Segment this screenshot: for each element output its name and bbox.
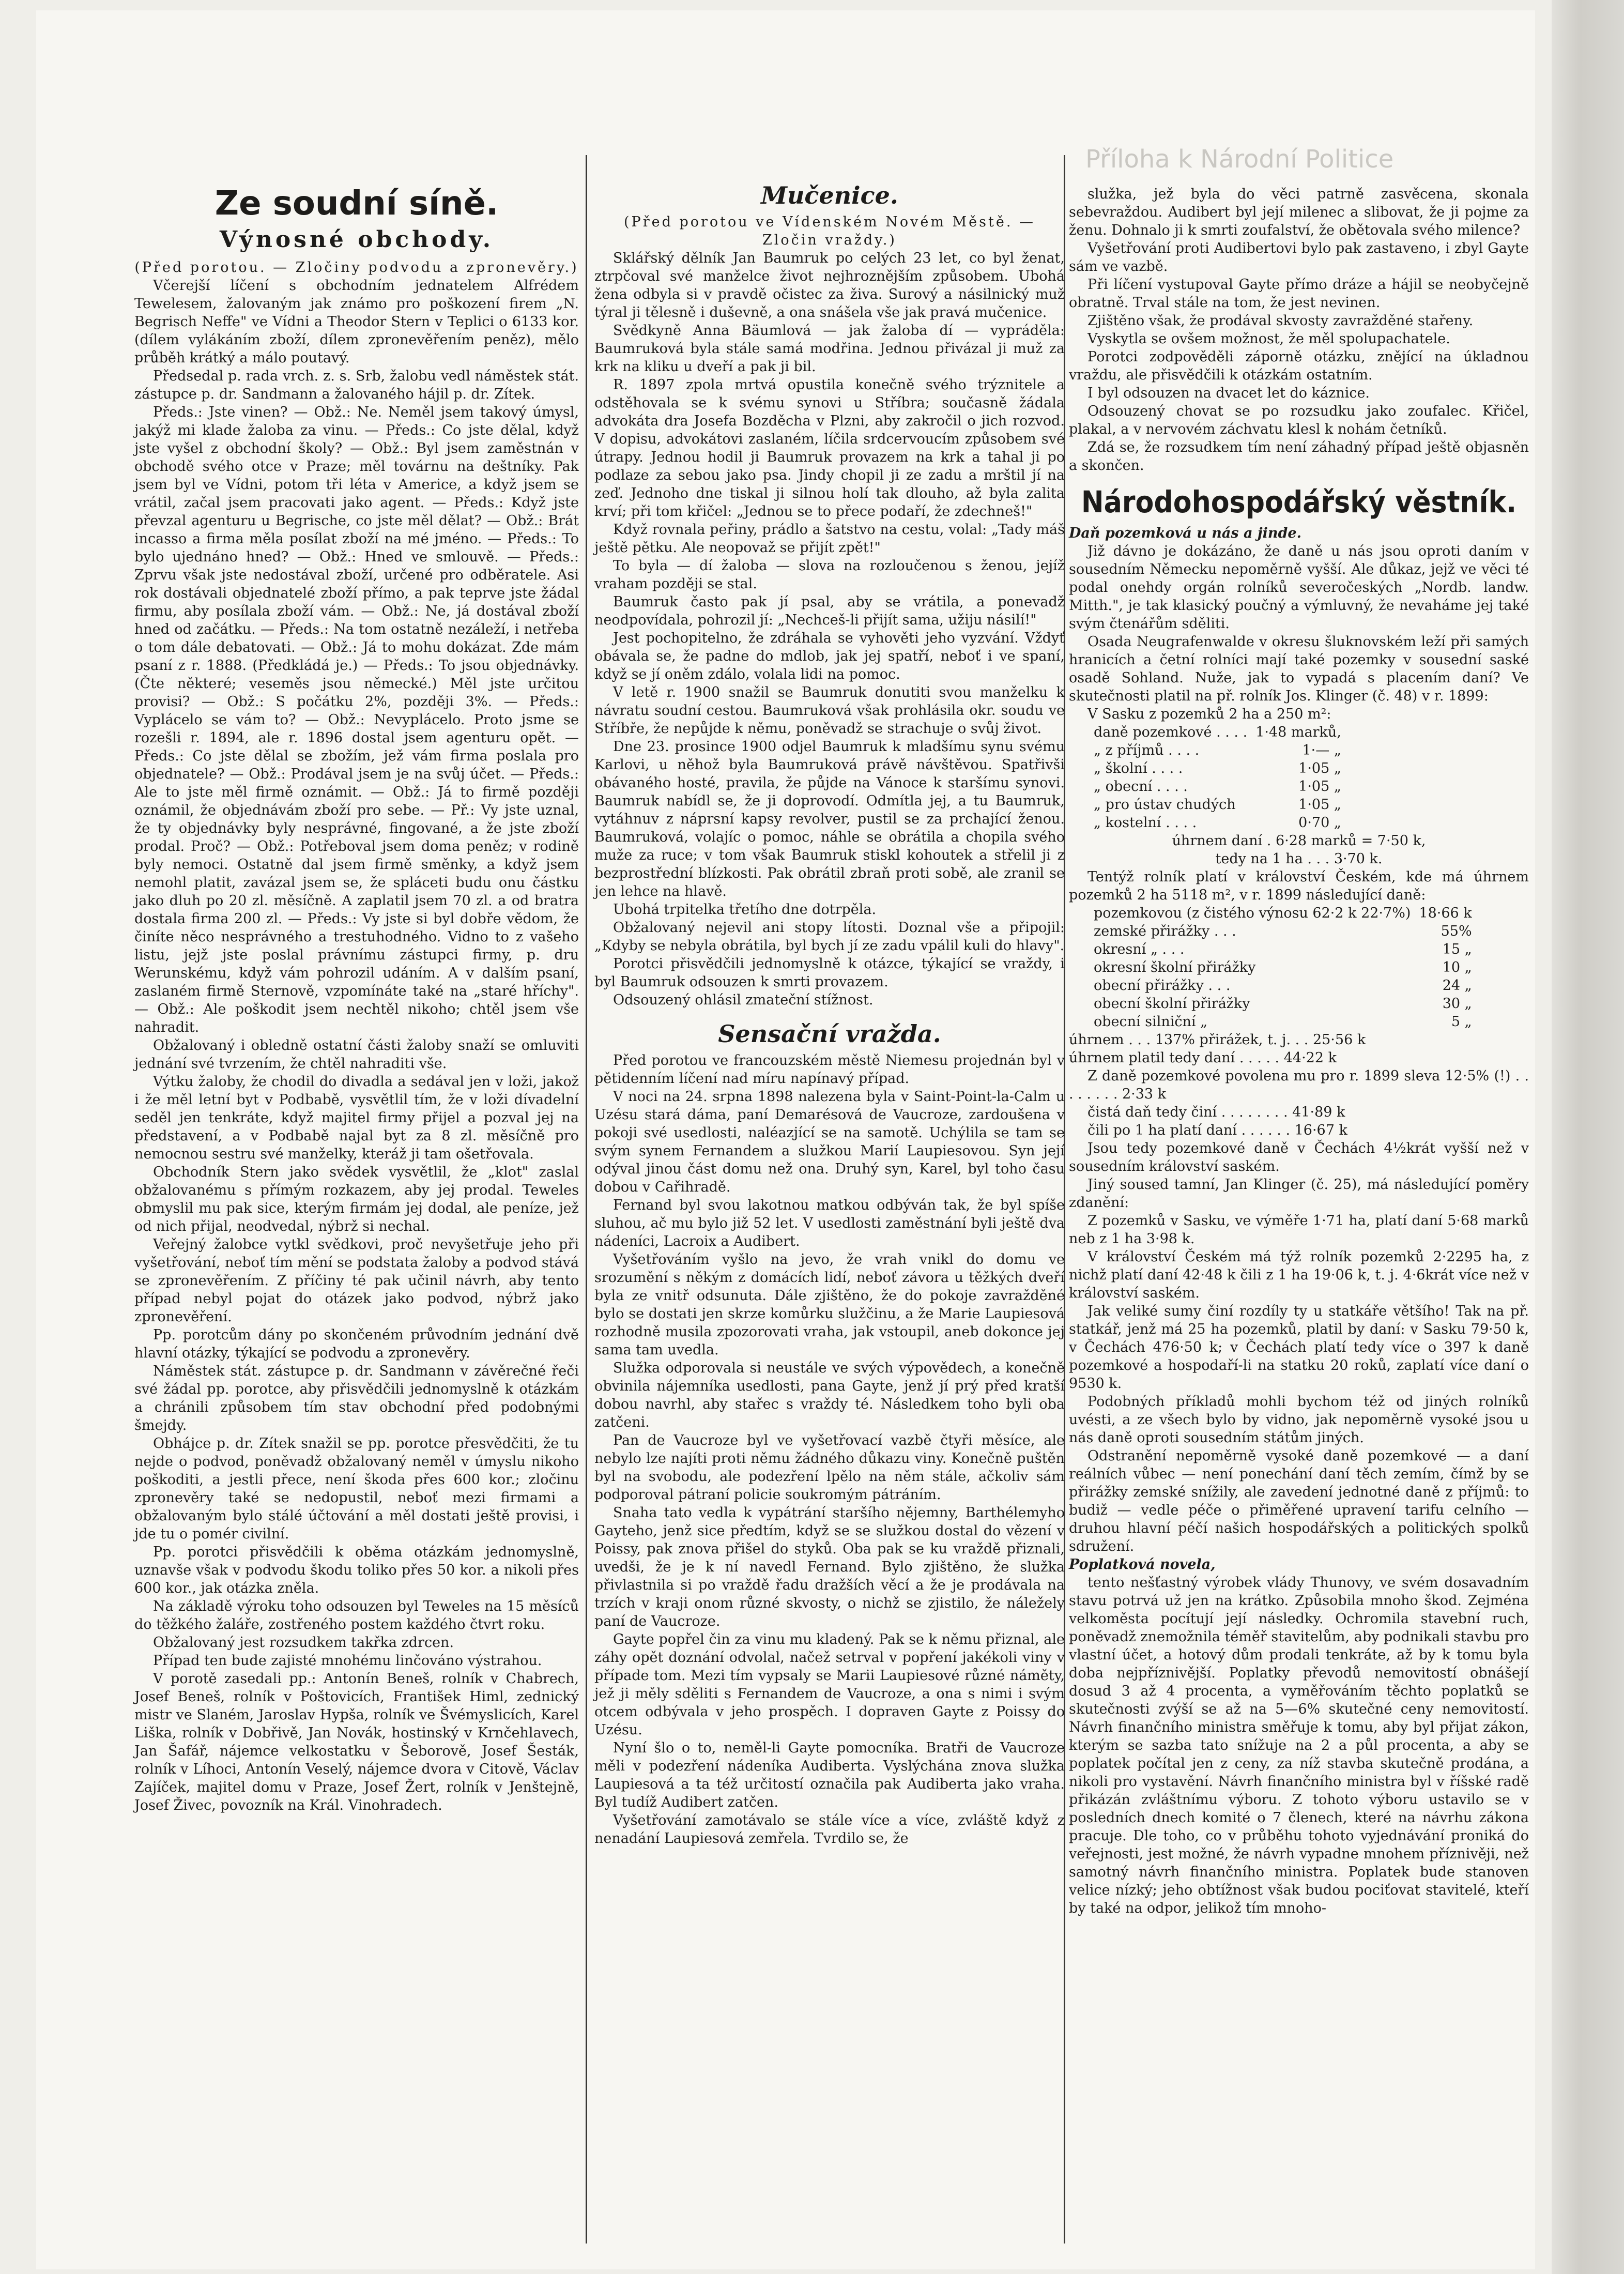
article-body — [1069, 868, 1529, 904]
paragraph: Předsedal p. rada vrch. z. s. Srb, žalobu vedl náměstek stát. zástupce p. dr. Sandmann a žalovaného hájil p. dr. Zítek. — [134, 368, 579, 402]
paragraph: Obžalovaný i obledně ostatní části žaloby snaží se omluviti jednání své tvrzením, že chtěl nahraditi vše. — [134, 1037, 579, 1072]
column-3 — [1069, 185, 1529, 1917]
tax-label: obecní školní přirážky — [1094, 996, 1250, 1012]
paragraph: I byl odsouzen na dvacet let do káznice. — [1087, 385, 1370, 401]
paragraph: Pp. porotci přisvědčili k oběma otázkám jednomyslně, uznavše však v podvodu škodu toliko přes 50 kor. a nikoli přes 600 kor., jak otázka zněla. — [134, 1544, 579, 1596]
page-edge — [1552, 0, 1624, 2274]
tax-value: 1·05 „ — [1298, 797, 1341, 813]
section-title: Ze soudní síně. — [215, 185, 499, 223]
article-body — [1069, 1067, 1529, 1555]
paragraph: Sklářský dělník Jan Baumruk po celých 23 let, co byl ženat, ztrpčoval své manželce život nejhroznějším způsobem. Ubohá žena odbyla si v pravdě očistec za živa. Surový a násilnický muž týral ji tělesně i duševně, a ona snášela vše jak pravá mučenice. — [594, 250, 1065, 321]
paragraph: Zdá se, že rozsudkem tím není záhadný případ ještě objasněn a skončen. — [1069, 439, 1529, 474]
tax-row — [1090, 796, 1345, 814]
bohemia-total: úhrnem . . . 137% přirážek, t. j. . . 25·56 k — [1069, 1032, 1366, 1048]
tax-row — [1090, 995, 1476, 1013]
tax-row — [1090, 922, 1476, 940]
paragraph: Gayte popřel čin za vinu mu kladený. Pak se k němu přiznal, ale záhy opět doznání odvolal, načež setrval v popření jakékoli viny v případe tom. Mezi tím vypsaly se Marii Laupiesové různé náměty, jež ji měly sděliti s Fernandem de Vaucroze, a ona s nimi i svým otcem odbývala v jeho prospěch. I dopraven Gayte z Poissy do Uzésu. — [594, 1631, 1065, 1738]
tax-row — [1090, 741, 1345, 759]
paragraph: Náměstek stát. zástupce p. dr. Sandmann v závěrečné řeči své žádal pp. porotce, aby přisvědčili jednomyslně k otázkám a chránili způsobem tím stav obchodní před podobnými šmejdy. — [134, 1363, 579, 1433]
article-title: Sensační vražda. — [718, 1020, 941, 1048]
paragraph: Jak veliké sumy činí rozdíly ty u statkáře většího! Tak na př. statkář, jenž má 25 ha pozemků, platil by daní: v Sasku 79·50 k, v Čechách 476·50 k; v Čechách platí tedy více o 397 k daně pozemkové a hospodaří-li na statku 20 roků, zaplatí více daní o 9530 k. — [1069, 1303, 1529, 1392]
paragraph: Porotci přisvědčili jednomyslně k otázce, týkající se vraždy, i byl Baumruk odsouzen k smrti provazem. — [594, 956, 1065, 990]
bohemia-sum: úhrnem platil tedy daní . . . . . 44·22 k — [1069, 1050, 1337, 1066]
tax-row — [1090, 976, 1476, 995]
tax-label: zemské přirážky . . . — [1094, 923, 1236, 939]
paragraph: čistá daň tedy činí . . . . . . . . 41·89 k — [1087, 1104, 1345, 1120]
paragraph: Dne 23. prosince 1900 odjel Baumruk k mladšímu synu svému Karlovi, u něhož byla Baumruková právě návštěvou. Spatřivši obávaného hosté, pravila, že půjde na Vánoce k staršímu synovi. Baumruk nabídl se, že ji doprovodí. Odmítla jej, a tu Baumruk, vytáhnuv z náprsní kapsy revolver, pustil se za prchající ženou. Baumruková, volajíc o pomoc, náhle se obrátila a chopila svého muže za ruce; v tom však Baumruk stiskl kohoutek a střelil ji z bezprostřední blízkosti. Pak obrátil zbraň proti sobě, ale zranil se jen lehce na hlavě. — [594, 739, 1065, 899]
paragraph: Zjištěno však, že prodával skvosty zavražděné stařeny. — [1087, 313, 1474, 329]
saxony-total: úhrnem daní . 6·28 marků = 7·50 k, — [1172, 833, 1426, 849]
saxony-per-ha: tedy na 1 ha . . . 3·70 k. — [1215, 851, 1383, 867]
paragraph: Jiný soused tamní, Jan Klinger (č. 25), má následující poměry zdanění: — [1069, 1177, 1529, 1211]
paragraph: Pp. porotcům dány po skončeném průvodním jednání dvě hlavní otázky, týkající se podvodu a zpronevěry. — [134, 1327, 579, 1361]
tax-value: 55% — [1441, 923, 1472, 939]
tax-label: „ z příjmů . . . . — [1094, 742, 1200, 758]
tax-row — [1090, 904, 1476, 922]
tax-label: „ kostelní . . . . — [1094, 815, 1197, 831]
paragraph: Veřejný žalobce vytkl svědkovi, proč nevyšetřuje jeho při vyšetřování, neboť tím mění se podstata žaloby a podvod stává se zpronevěřením. Z příčiny té pak učinil návrh, aby tento případ nebyl pojat do otázek jako podvod, nýbrž jako zpronevěření. — [134, 1237, 579, 1325]
tax-value: 1·48 marků, — [1255, 724, 1341, 740]
tax-value: 1·05 „ — [1298, 779, 1341, 795]
tax-label: „ pro ústav chudých — [1094, 797, 1236, 813]
column-1 — [134, 171, 579, 1814]
tax-row — [1090, 814, 1345, 832]
tax-row — [1090, 759, 1345, 777]
paragraph: Z pozemků v Sasku, ve výměře 1·71 ha, platí daní 5·68 marků neb z 1 ha 3·98 k. — [1069, 1213, 1529, 1247]
paragraph: Vyšetřování zamotávalo se stále více a více, zvláště když z nenadání Laupiesová zemřela. Tvrdilo se, že — [594, 1812, 1065, 1846]
mirrored-header: Příloha k Národní Politice — [1085, 145, 1394, 174]
tax-value: 30 „ — [1442, 996, 1472, 1012]
tax-value: 10 „ — [1442, 959, 1472, 975]
paragraph: Předs.: Jste vinen? — Obž.: Ne. Neměl jsem takový úmysl, jakýž mi klade žaloba za vinu. — Předs.: Co jste dělal, když jste vyšel z obchodní školy? — Obž.: Byl jsem zaměstnán v obchodě svého otce v Praze; měl továrnu na deštníky. Pak jsem byl ve Vídni, potom tři léta v Americe, a když jsem se vrátil, začal jsem pracovati jako agent. — Předs.: Když jste převzal agenturu u Begrische, co jste měl dělat? — Obž.: Brát incasso a firma měla posílat zboží na mé jméno. — Předs.: To bylo ujednáno hned? — Obž.: Hned ve smlouvě. — Předs.: Zprvu však jste nedostával zboží, určené pro odběratele. Asi rok dostávali objednatelé zboží přímo, a pak teprve jste žádal firmu, aby posílala zboží vám. — Obž.: Ne, já dostával zboží hned od začátku. — Předs.: Na tom ostatně nezáleží, i netřeba o tom dále debatovati. — Obž.: Já to mohu dokázat. Zde mám psaní z r. 1888. (Předkládá je.) — Předs.: To jsou objednávky. (Čte některé; veseměs jsou německé.) Měl jste určitou provisi? — Obž.: S počátku 2%, později 3%. — Předs.: Vyplácelo se vám to? — Obž.: Nevyplácelo. Proto jsme se rozešli r. 1894, ale r. 1896 dostal jsem agenturu opět. — Předs.: Co jste dělal se zbožím, jež vám firma poslala pro objednatele? — Obž.: Prodával jsem je na svůj účet. — Předs.: Ale to jste měl firmě oznámit. — Obž.: Já to firmě později oznámil, že objednávám zboží pro sebe. — Př.: Vy jste uznal, že ty objednávky byly nesprávné, fingované, a že jste zboží prodal. Proč? — Obž.: Potřeboval jsem doma peněz; v rodině byly nemoci. Ostatně dal jsem firmě směnky, a když jsem nemohl platit, zavázal jsem se, že spláceti budu onu částku jako dluh po 20 zl. měsíčně. A zaplatil jsem 70 zl. a od bratra dostala firma 200 zl. — Předs.: Vy jste si byl dobře vědom, že činíte něco nesprávného a trestuhodného. Vidno to z vašeho listu, jejž jste poslal právnímu zástupci firmy, p. dru Werunskému, když vám pohrozil udáním. A v dalším psaní, zaslaném firmě Sternově, vzpomínáte také na „staré hříchy". — Obž.: Ale poškodit jsem nechtěl nikoho; chtěl jsem vše nahradit. — [134, 404, 579, 1035]
paragraph: Služka odporovala si neustále ve svých výpovědech, a konečně obvinila nájemníka usedlosti, pana Gayte, jenž jí prý před kratší dobou navrhl, aby stařec s vraždy té. Následkem toho byli oba zatčeni. — [594, 1360, 1065, 1430]
paragraph: Vyšetřování proti Audibertovi bylo pak zastaveno, i zbyl Gayte sám ve vazbě. — [1069, 240, 1529, 274]
paragraph: Vyskytla se ovšem možnost, že měl spolupachatele. — [1087, 331, 1450, 347]
paragraph: Ubohá trpitelka třetího dne dotrpěla. — [613, 902, 877, 918]
tax-label: „ školní . . . . — [1094, 760, 1183, 776]
paragraph: V noci na 24. srpna 1898 nalezena byla v Saint-Point-la-Calm u Uzésu stará dáma, paní Demarésová de Vaucroze, zardoušena v pokoji své usedlosti, naléazjící se na samotě. Uchýlila se tam se svým synem Fernandem a služkou Marií Laupiesovou. Syn její odýval jinou část domu než ona. Druhý syn, Karel, byl toho času dobou v Cařihradě. — [594, 1089, 1065, 1195]
tax-row — [1090, 1013, 1476, 1031]
tax-row — [1090, 723, 1345, 741]
tax-label: „ obecní . . . . — [1094, 779, 1188, 795]
paragraph: Obchodník Stern jako svědek vysvětlil, že „klot" zaslal obžalovanému s přímým rozkazem, aby jej prodal. Teweles obmyslil mu pak sice, kterým firmám jej dodal, ale peníze, jež od nich přijal, neodvedal, nýbrž si nechal. — [134, 1164, 579, 1234]
paragraph: Pan de Vaucroze byl ve vyšetřovací vazbě čtyři měsíce, ale nebylo lze najíti proti němu žádného důkazu viny. Konečně puštěn byl na svobodu, ale podezření lpělo na něm stále, ačkoliv sám podporoval pátraní policie soukromým pátráním. — [594, 1432, 1065, 1503]
case-line: (Před porotou ve Vídenském Novém Městě. — Zločin vraždy.) — [624, 214, 1035, 248]
tax-value: 1·— „ — [1302, 742, 1341, 758]
paragraph: Již dávno je dokázáno, že daně u nás jsou oproti daním v sousedním Německu nepoměrně vyšší. Ale důkaz, jejž ve věci té podal onehdy orgán rolníků severočeských „Nordb. landw. Mitth.", je tak klasický poučný a výmluvný, že nevaháme jej také svým čtenářům sděliti. — [1069, 543, 1529, 632]
tax-row — [1090, 777, 1345, 796]
paragraph: Odsouzený ohlásil zmateční stížnost. — [613, 992, 874, 1008]
paragraph: To byla — dí žaloba — slova na rozloučenou s ženou, jejíž vraham později se stal. — [594, 558, 1065, 592]
saxony-tax-table — [1090, 723, 1345, 832]
tax-label: obecní silniční „ — [1094, 1014, 1208, 1030]
paragraph: Z daně pozemkové povolena mu pro r. 1899 sleva 12·5% (!) . . . . . . . . 2·33 k — [1069, 1068, 1529, 1102]
paragraph: Jest pochopitelno, že zdráhala se vyhověti jeho vyzvání. Vždyť obávala se, že padne do mdlob, jak jej spatří, neboť i ve spaní, když se jí oněm zdálo, volala lidi na pomoc. — [594, 630, 1065, 682]
tax-value: 5 „ — [1451, 1014, 1472, 1030]
paragraph: služka, jež byla do věci patrně zasvěcena, skonala sebevraždou. Audibert byl její milenec a slibovat, že ji pojme za ženu. Dohnalo ji k smrti zoufalství, že obětovala svého milence? — [1069, 186, 1529, 238]
tax-value: 15 „ — [1442, 941, 1472, 957]
tax-value: 1·05 „ — [1298, 760, 1341, 776]
tax-label: obecní přirážky . . . — [1094, 978, 1231, 994]
paragraph: Svědkyně Anna Bäumlová — jak žaloba dí — vypráděla: Baumruková byla stále samá modřina. Jednou přivázal ji muž za krk na kliku u dveří a pak ji bil. — [594, 323, 1065, 375]
article-subheading: Poplatková novela, — [1069, 1556, 1216, 1573]
paragraph: Při líčení vystupoval Gayte přímo dráze a hájil se neobyčejně obratně. Trval stále na tom, že jest nevinen. — [1069, 277, 1529, 311]
paragraph: Nyní šlo o to, neměl-li Gayte pomocníka. Bratři de Vaucroze měli v podezření nádeníka Audiberta. Vyslýchána znova služka Laupiesová a ta též určitostí označila pak Audiberta jako vraha. Byl tudíž Audibert zatčen. — [594, 1740, 1065, 1810]
tax-row — [1090, 958, 1476, 976]
article-body — [594, 1051, 1065, 1848]
paragraph: Obžalovaný jest rozsudkem takřka zdrcen. — [153, 1635, 454, 1651]
paragraph: Odstranění nepoměrně vysoké daně pozemkové — a daní reálních vůbec — není ponechání daní těch zemím, čímž by se přirážky zemské snížily, ale zavedení jednotné daně z příjmů: to budiž — vedle péče o přiměřené upravení tarifu celního — druhou hlavní péčí našich hospodářských a politických spolků sdružení. — [1069, 1448, 1529, 1554]
bohemia-tax-table — [1090, 904, 1476, 1031]
tax-label: okresní „ . . . — [1094, 941, 1185, 957]
paragraph: Včerejší líčení s obchodním jednatelem Alfrédem Tewelesem, žalovaným jak známo pro poškození firem „N. Begrisch Neffe" ve Vídni a Theodor Stern v Teplici o 6133 kor. (dílem vylákáním zboží, dílem zpronevěřením peněz), mělo průběh krátký a málo poutavý. — [134, 278, 579, 366]
paragraph: V porotě zasedali pp.: Antonín Beneš, rolník v Chabrech, Josef Beneš, rolník v Poštovicích, František Himl, zednický mistr ve Slaném, Jaroslav Hypša, rolník ve Švémyslicích, Karel Liška, rolník v Dobřivě, Jan Novák, hostinský v Krnčehlavech, Jan Šafář, nájemce velkostatku v Šeborově, Josef Šesták, rolník v Líhoci, Antonín Veselý, nájemce dvora v Citově, Václav Zajíček, majitel domu v Praze, Josef Žert, rolník v Jenštejně, Josef Živec, povozník na Král. Vinohradech. — [134, 1671, 579, 1813]
paragraph: tento nešťastný výrobek vlády Thunovy, ve svém dosavadním stavu potrvá už jen na krátko. Způsobila mnoho škod. Zejména velkoměsta pocítují její následky. Ochromila stavební ruch, poněvadž znemožnila téměř stavitelům, aby podnikali stavbu pro vlastní účet, a hotový dům prodali tenkráte, až by k tomu byla doba nejpříznivější. Poplatky převodů nemovitostí obnášejí dosud 3 až 4 procenta, a vyměřováním těchto poplatků se skutečnosti zvýší se až na 5—6% skutečné ceny nemovitostí. Návrh finančního ministra směřuje k tomu, aby byl přijat zákon, kterým se sazba tato snížuje na 2 a půl procenta, a aby se poplatek počítal jen z ceny, za níž stavba skutečně prodána, a nikoli pro vystavění. Návrh finančního ministra byl v říšské radě přikázán zvláštnímu výboru. Z tohoto výboru ustavilo se v posledních dnech komité o 7 členech, které na návrhu zákona pracuje. Dle toho, co v průběhu tohoto vyjednávání proniká do veřejnosti, jest možné, že návrh vypadne mnohem příznivěji, než samotný návrh finančního ministra. Poplatek bude stanoven velice nízký; jeho obtížnost však budou pociťovat stavitelé, kteří by také na odpor, jelikož tím mnoho- — [1069, 1575, 1529, 1916]
tax-value: 18·66 k — [1419, 905, 1472, 921]
article-title: Výnosné obchody. — [219, 226, 494, 253]
case-line: (Před porotou. — Zločiny podvodu a zpronevěry.) — [134, 260, 579, 276]
article-title: Mučenice. — [761, 181, 898, 209]
paragraph: Obhájce p. dr. Zítek snažil se pp. porotce přesvědčiti, že tu nejde o podvod, poněvadž obžalovaný neměl v úmyslu nikoho poškoditi, a jestli přece, není škoda přes 600 kor.; zločinu zpronevěry také se nedopustil, neboť mezi firmami a obžalovaným bylo stálé účtování a měl dostati ještě provisi, i jde tu o pomér civilní. — [134, 1436, 579, 1542]
paragraph: Případ ten bude zajisté mnohému linčováno výstrahou. — [153, 1653, 542, 1669]
paragraph: Osada Neugrafenwalde v okresu šluknovském leží při samých hranicích a četní rolníci mají také pozemky v sousední saské osadě Sohland. Nuže, jak to vypadá s placením daní? Ve skutečnosti platil na př. rolník Jos. Klinger (č. 48) v r. 1899: — [1069, 634, 1529, 704]
paragraph: Před porotou ve francouzském městě Niemesu projednán byl v pětidenním líčení nad míru napínavý případ. — [594, 1052, 1065, 1087]
paragraph: Tentýž rolník platí v království Českém, kde má úhrnem pozemků 2 ha 5118 m², v r. 1899 následující daně: — [1069, 869, 1529, 903]
paragraph: V Sasku z pozemků 2 ha a 250 m²: — [1087, 706, 1331, 722]
paragraph: Snaha tato vedla k vypátrání staršího nějemny, Barthélemyho Gayteho, jenž sice předtím, když se se služkou dostal do vězení v Poissy, pak znova přišel do styků. Oba pak se ku vraždě přiznali, uvedši, že je k ní navedl Fernand. Bylo zjištěno, že služka přivlastnila si po vraždě řadu dražších věcí a že je prodávala na trzích v kraji onom různé skvosty, o nichž se zjistilo, že náležely paní de Vaucroze. — [594, 1505, 1065, 1629]
paragraph: Jsou tedy pozemkové daně v Čechách 4½krát vyšší než v sousedním království saském. — [1069, 1140, 1529, 1174]
paragraph: Obžalovaný nejevil ani stopy lítosti. Doznal vše a připojil: „Kdyby se nebyla obrátila, byl bych jí ze zadu vpálil kuli do hlavy". — [594, 920, 1065, 954]
column-2 — [594, 171, 1065, 1848]
article-body — [594, 249, 1065, 1009]
article-body — [1069, 524, 1529, 723]
tax-value: 24 „ — [1442, 978, 1472, 994]
paragraph: Porotci zodpověděli záporně otázku, znějící na úkladnou vraždu, ale přisvědčili k otázkám ostatním. — [1069, 349, 1529, 383]
tax-row — [1090, 940, 1476, 958]
tax-label: daně pozemkové . . . . — [1094, 724, 1248, 740]
paragraph: Když rovnala peřiny, prádlo a šatstvo na cestu, volal: „Tady máš ještě pětku. Ale neopovaž se přijít zpět!" — [594, 522, 1065, 556]
tax-label: okresní školní přirážky — [1094, 959, 1256, 975]
paragraph: Podobných příkladů mohli bychom též od jiných rolníků uvésti, a ze všech bylo by vidno, jak nepoměrně vysoké jsou u nás daně oproti sousedním státům jiných. — [1069, 1394, 1529, 1446]
paragraph: R. 1897 zpola mrtvá opustila konečně svého trýznitele a odstěhovala se k svému synovi u Stříbra; současně žádala advokáta dra Josefa Bozděcha v Plzni, aby zakročil o jich rozvod. V dopisu, advokátovi zaslaném, líčila srdcervoucím způsobem své útrapy. Jednou hodil ji Baumruk provazem na krk a tahal ji po podlaze za sebou jako psa. Jindy chopil ji ze zadu a mrštil jí na zeď. Jednoho dne tiskal ji silnou holí tak dlouho, až byla zalita krví; při tom křičel: „Jednou se to přece podaří, že zdechneš!" — [594, 377, 1065, 520]
paragraph: Odsouzený chovat se po rozsudku jako zoufalec. Křičel, plakal, a v nervovém záchvatu klesl k nohám četníků. — [1069, 403, 1529, 437]
paragraph: V letě r. 1900 snažil se Baumruk donutiti svou manželku k návratu soudní cestou. Baumruková však prohlásila okr. soudu ve Stříbře, že nepůjde k němu, poněvadž se strachuje o svůj život. — [594, 684, 1065, 737]
paragraph: Výtku žaloby, že chodil do divadla a sedával jen v loži, jakož i že měl letní byt v Podbabě, vysvětlil tím, že v loži dívadelní seděl jen tenkráte, když majitel firmy přijel a pozval jej na představení, a v Podbabě najal byt za 8 zl. měsíčně pro nemocnou sestru své manželky, kteráž ji tam ošetřovala. — [134, 1074, 579, 1162]
column-rule-1 — [586, 155, 587, 2244]
paragraph: Vyšetřováním vyšlo na jevo, že vrah vnikl do domu ve srozumění s někým z domácích lidí, neboť závora u těžkých dveří byla ze vnitř odsunuta. Dále zjištěno, že do pokoje zavražděné bylo se dostati jen skrze komůrku služčinu, a že Marie Laupiesová rozhodně musila zpozorovati vraha, jak vstoupil, aneb dokonce jej sama tam uvedla. — [594, 1252, 1065, 1358]
paragraph: V království Českém má týž rolník pozemků 2·2295 ha, z nichž platí daní 42·48 k čili z 1 ha 19·06 k, t. j. 4·6krát více než v království saském. — [1069, 1249, 1529, 1301]
paragraph: čili po 1 ha platí daní . . . . . . 16·67 k — [1087, 1122, 1347, 1138]
article-body — [1069, 1555, 1529, 1917]
paragraph: Fernand byl svou lakotnou matkou odbýván tak, že byl spíše sluhou, ač mu bylo již 52 let. V usedlosti zaměstnání byli ještě dva nádeníci, Lacroix a Audibert. — [594, 1197, 1065, 1249]
tax-label: pozemkovou (z čistého výnosu 62·2 k 22·7%) — [1094, 905, 1411, 921]
tax-value: 0·70 „ — [1298, 815, 1341, 831]
paragraph: Baumruk často pak jí psal, aby se vrátila, a ponevadž neodpovídala, pohrozil jí: „Nechceš-li přijít sama, užiju násilí!" — [594, 594, 1065, 628]
section-title: Národohospodářský věstník. — [1081, 484, 1517, 520]
article-subheading: Daň pozemková u nás a jinde. — [1069, 525, 1301, 541]
article-body — [134, 277, 579, 1814]
paragraph: Na základě výroku toho odsouzen byl Teweles na 15 měsíců do těžkého žaláře, zostřeného postem každého čtvrt roku. — [134, 1598, 579, 1632]
article-continuation — [1069, 185, 1529, 475]
